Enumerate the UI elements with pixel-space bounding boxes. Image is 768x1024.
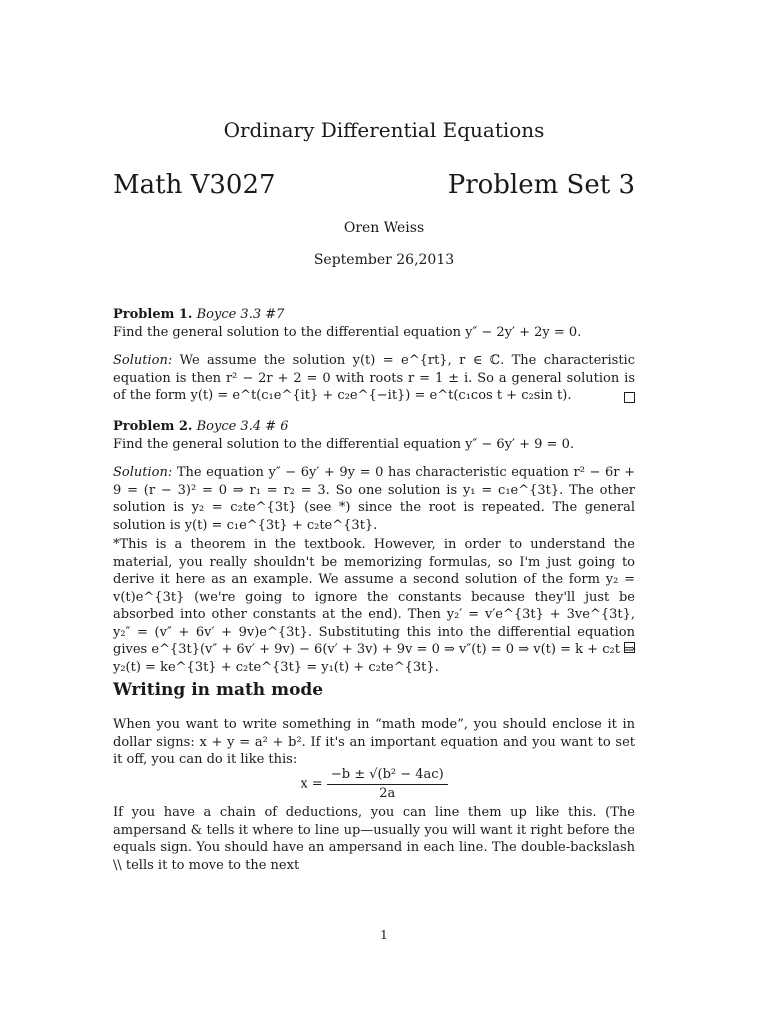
problem-1-statement: Find the general solution to the differential equation y″ − 2y′ + 2y = 0. <box>113 324 582 340</box>
course-number: Math V3027 <box>113 170 276 200</box>
formula-numerator: −b ± √(b² − 4ac) <box>327 766 448 785</box>
problem-1-header <box>113 306 635 324</box>
section-body <box>113 716 635 873</box>
problem-1-ref: Boyce 3.3 #7 <box>196 307 285 322</box>
qed-icon <box>624 392 635 403</box>
quadratic-formula <box>113 766 635 802</box>
problem-set-title: Problem Set 3 <box>447 170 635 200</box>
problem-2 <box>113 418 635 453</box>
problem-2-solution <box>113 464 635 534</box>
formula-lhs: x = <box>300 776 323 792</box>
derivation-note: *This is a theorem in the textbook. However, in order to understand the material, you really shouldn't be memorizing formulas, so I'm just going to derive it here as an example. We assume a second solution of the form y₂ = v(t)e^{3t} (we're going to ignore the constants because they'll just be absorbed into other constants at the end). Then y₂′ = v′e^{3t} + 3ve^{3t}, y₂″ = (v″ + 6v′ + 9v)e^{3t}. Substituting this into the differential equation gives e^{3t}(v″ + 6v′ + 9v) − 6(v′ + 3v) + 9v = 0 ⇒ v″(t) = 0 ⇒ v(t) = k + c₂t ⇒ y₂(t) = ke^{3t} + c₂te^{3t} = y₁(t) + c₂te^{3t}. <box>113 537 635 675</box>
problem-1-label: Problem 1. <box>113 307 193 322</box>
solution-label: Solution: <box>113 465 173 480</box>
problem-2-label: Problem 2. <box>113 419 193 434</box>
author: Oren Weiss <box>343 220 425 236</box>
date: September 26,2013 <box>313 252 455 268</box>
solution-text: The equation y″ − 6y′ + 9y = 0 has characteristic equation r² − 6r + 9 = (r − 3)² = 0 ⇒ r₁ = r₂ = 3. So one solution is y₁ = c₁e^{3t}. The other solution is y₂ = c₂te^{3t} (see *) since the root is repeated. The general solution is y(t) = c₁e^{3t} + c₂te^{3t}. <box>113 465 635 533</box>
solution-label: Solution: <box>113 353 173 368</box>
solution-text: We assume the solution y(t) = e^{rt}, r ∈ ℂ. The characteristic equation is then r² − 2r + 2 = 0 with roots r = 1 ± i. So a general solution is of the form y(t) = e^t(c₁e^{it} + c₂e^{−it}) = e^t(c₁cos t + c₂sin t). <box>113 353 635 403</box>
qed-icon <box>624 642 635 653</box>
formula-denominator: 2a <box>379 785 396 801</box>
page-number: 1 <box>380 928 388 942</box>
course-title: Ordinary Differential Equations <box>223 118 545 142</box>
problem-2-header <box>113 418 635 436</box>
paragraph-math-mode: When you want to write something in “math mode”, you should enclose it in dollar signs: x + y = a² + b². If it's an important equation and you want to set it off, you can do it like this: <box>113 717 635 767</box>
problem-1 <box>113 306 635 341</box>
problem-2-statement: Find the general solution to the differential equation y″ − 6y′ + 9 = 0. <box>113 436 574 452</box>
section-heading: Writing in math mode <box>113 680 324 700</box>
problem-1-solution <box>113 352 635 405</box>
paragraph-align: If you have a chain of deductions, you can line them up like this. (The ampersand & tells it where to line up—usually you will want it right before the equals sign. You should have an ampersand in each line. The double-backslash \\ tells it to move to the next <box>113 805 635 873</box>
problem-2-note <box>113 536 635 676</box>
problem-2-ref: Boyce 3.4 # 6 <box>196 419 289 434</box>
